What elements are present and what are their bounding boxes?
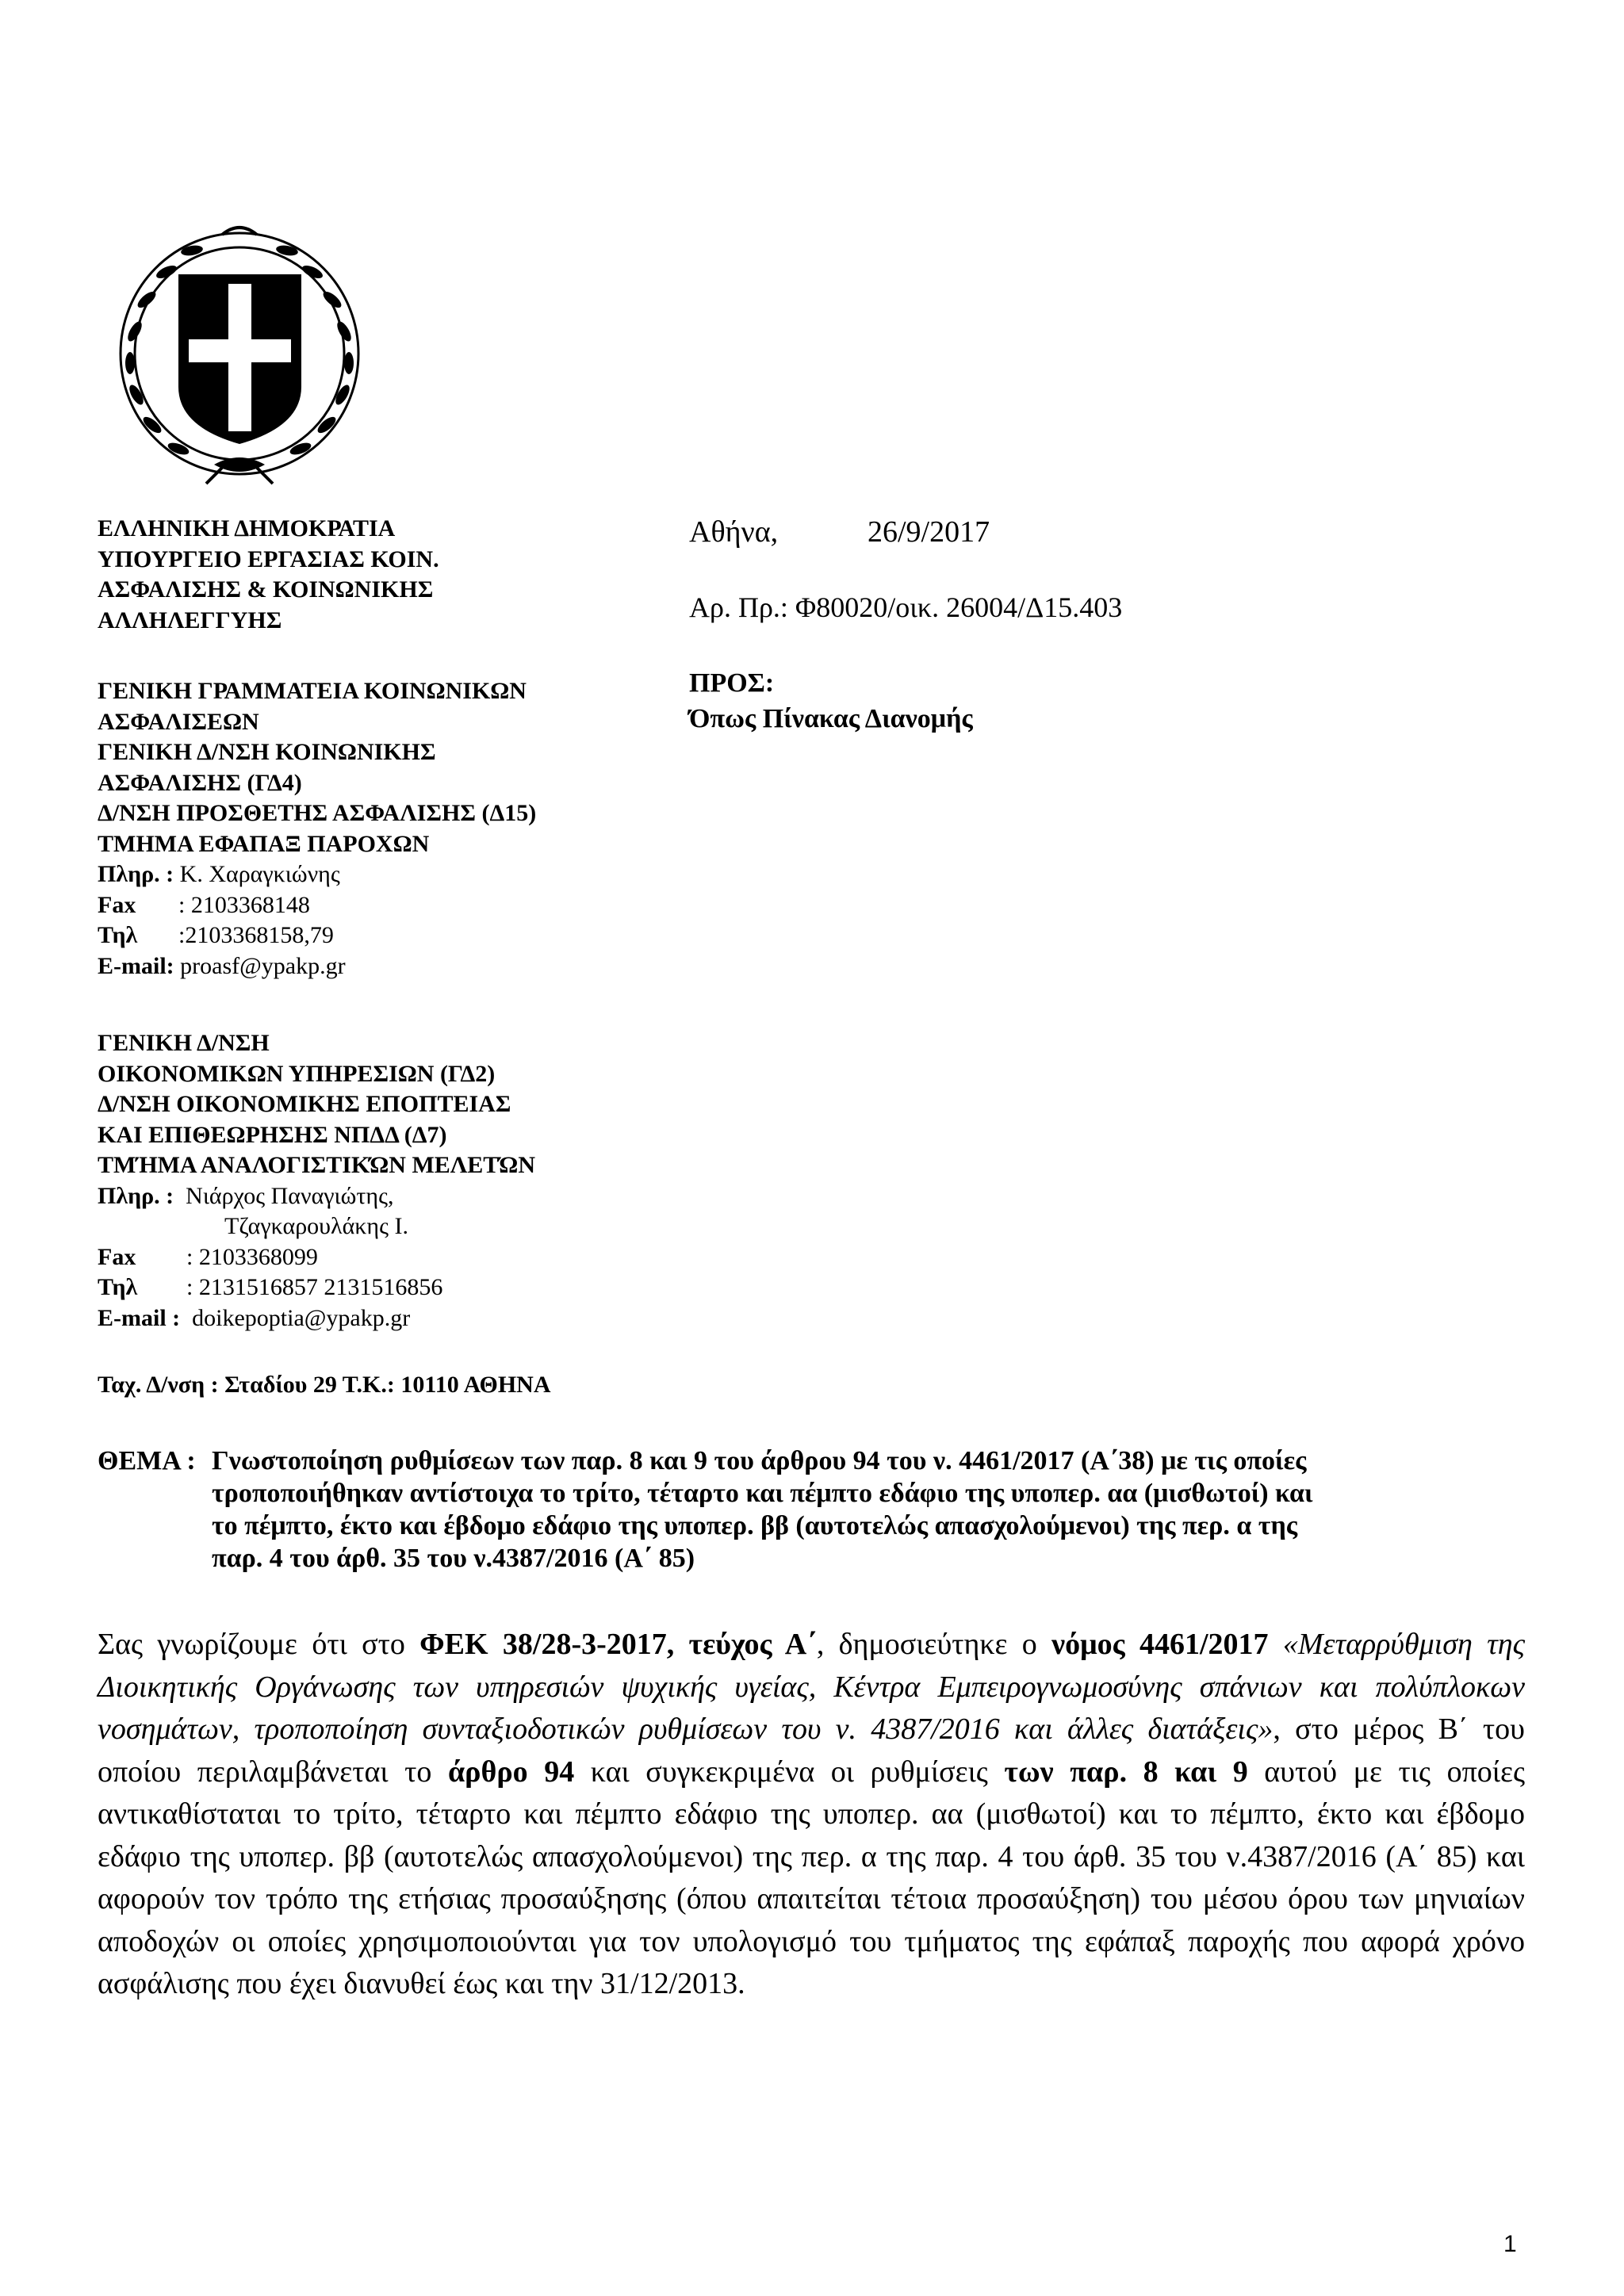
body-text-run: και συγκεκριμένα οι ρυθμίσεις xyxy=(574,1755,1005,1789)
tel-row xyxy=(98,920,536,951)
email-label: E-mail: xyxy=(98,952,174,979)
header-line: Δ/ΝΣΗ ΠΡΟΣΘΕΤΗΣ ΑΣΦΑΛΙΣΗΣ (Δ15) xyxy=(98,800,537,826)
protocol-number: Αρ. Πρ.: Φ80020/οικ. 26004/Δ15.403 xyxy=(689,591,1123,623)
contact-label: Πληρ. : xyxy=(98,1182,174,1209)
fax-value: : 2103368099 xyxy=(186,1243,318,1270)
body-bold-run: των παρ. 8 και 9 xyxy=(1004,1755,1248,1789)
header-line: ΤΜΉΜΑ ΑΝΑΛΟΓΙΣΤΙΚΏΝ ΜΕΛΕΤΏΝ xyxy=(98,1152,535,1178)
header-line: ΓΕΝΙΚΗ Δ/ΝΣΗ ΚΟΙΝΩΝΙΚΗΣ xyxy=(98,739,436,765)
page-number: 1 xyxy=(1503,2231,1517,2257)
header-line: ΑΣΦΑΛΙΣΗΣ (ΓΔ4) xyxy=(98,769,302,796)
city: Αθήνα, xyxy=(689,515,779,549)
email-row xyxy=(98,1303,535,1334)
header-line: ΓΕΝΙΚΗ ΓΡΑΜΜΑΤΕΙΑ ΚΟΙΝΩΝΙΚΩΝ xyxy=(98,678,527,704)
contact-row xyxy=(98,859,536,890)
directorate-header-d15 xyxy=(98,676,536,982)
contact-value: Κ. Χαραγκιώνης xyxy=(179,861,340,887)
directorate-header-d7 xyxy=(98,1028,535,1334)
fax-row xyxy=(98,890,536,921)
subject-line: τροποποιήθηκαν αντίστοιχα το τρίτο, τέταρτο και πέμπτο εδάφιο της υποπερ. αα (μισθωτοί) και xyxy=(212,1479,1313,1508)
contact-label: Πληρ. : xyxy=(98,861,174,887)
ministry-header xyxy=(98,514,439,636)
document-date: 26/9/2017 xyxy=(868,515,990,549)
email-label: E-mail : xyxy=(98,1304,181,1331)
header-line: ΕΛΛΗΝΙΚΗ ΔΗΜΟΚΡΑΤΙΑ xyxy=(98,515,396,541)
email-value: doikepoptia@ypakp.gr xyxy=(192,1304,411,1331)
contact-row xyxy=(98,1181,535,1212)
header-line: ΑΣΦΑΛΙΣΕΩΝ xyxy=(98,708,259,735)
header-line: ΑΛΛΗΛΕΓΓΥΗΣ xyxy=(98,607,282,633)
body-bold-run: νόμος 4461/2017 xyxy=(1051,1628,1269,1661)
tel-value: :2103368158,79 xyxy=(178,922,334,948)
contact-value-continued: Τζαγκαρουλάκης Ι. xyxy=(224,1213,408,1239)
fax-label: Fax xyxy=(98,1243,136,1270)
header-line: ΟΙΚΟΝΟΜΙΚΩΝ ΥΠΗΡΕΣΙΩΝ (ΓΔ2) xyxy=(98,1060,496,1087)
subject-line: Γνωστοποίηση ρυθμίσεων των παρ. 8 και 9 του άρθρου 94 του ν. 4461/2017 (Α΄38) με τις οποίες xyxy=(212,1446,1307,1475)
header-line: ΚΑΙ ΕΠΙΘΕΩΡΗΣΗΣ ΝΠΔΔ (Δ7) xyxy=(98,1121,447,1148)
subject-label: ΘΕΜΑ : xyxy=(98,1446,196,1475)
tel-row xyxy=(98,1272,535,1303)
contact-value: Νιάρχος Παναγιώτης, xyxy=(186,1182,394,1209)
subject-line: το πέμπτο, έκτο και έβδομο εδάφιο της υποπερ. ββ (αυτοτελώς απασχολούμενοι) της περ. α της xyxy=(212,1511,1298,1540)
postal-address: Ταχ. Δ/νση : Σταδίου 29 Τ.Κ.: 10110 ΑΘΗΝΑ xyxy=(98,1372,551,1398)
recipient-label: ΠΡΟΣ: xyxy=(689,668,775,698)
tel-value: : 2131516857 2131516856 xyxy=(186,1274,443,1300)
body-paragraph xyxy=(98,1624,1525,2006)
body-text-run: Σας γνωρίζουμε ότι στο xyxy=(98,1628,420,1661)
body-text-run: αυτού με τις οποίες αντικαθίσταται το τρίτο, τέταρτο και πέμπτο εδάφιο της υποπερ. αα (μισθωτοί) και το πέμπτο, έκτο και έβδομο εδάφιο της υποπερ. ββ (αυτοτελώς απασχολούμενοι) της περ. α της παρ. 4 του άρθ. 35 του ν.4387/2016 (Α΄ 85) και αφορούν τον τρόπο της ετήσιας προσαύξησης (όπου απαιτείται τέτοια προσαύξηση) του μέσου όρου των μηνιαίων αποδοχών οι οποίες χρησιμοποιούνται για τον υπολογισμό του τμήματος της εφάπαξ παροχής που αφορά χρόνο ασφάλισης που έχει διανυθεί έως και την 31/12/2013. xyxy=(98,1755,1525,2000)
greek-coat-of-arms-emblem xyxy=(103,212,377,486)
header-line: Δ/ΝΣΗ ΟΙΚΟΝΟΜΙΚΗΣ ΕΠΟΠΤΕΙΑΣ xyxy=(98,1091,511,1117)
header-line: ΑΣΦΑΛΙΣΗΣ & ΚΟΙΝΩΝΙΚΗΣ xyxy=(98,576,434,603)
header-line: ΥΠΟΥΡΓΕΙΟ ΕΡΓΑΣΙΑΣ ΚΟΙΝ. xyxy=(98,545,439,572)
recipient-value: Όπως Πίνακας Διανομής xyxy=(689,704,973,733)
body-italic-run: «Μεταρρύθμιση της Διοικητικής Οργάνωσης των υπηρεσιών ψυχικής υγείας, Κέντρα Εμπειρογνωμοσύνης σπάνιων και πολύπλοκων νοσημάτων, τροποποίηση συνταξιοδοτικών ρυθμίσεων του ν. 4387/2016 και άλλες διατάξεις» xyxy=(98,1628,1526,1746)
header-line: ΓΕΝΙΚΗ Δ/ΝΣΗ xyxy=(98,1030,270,1056)
email-row xyxy=(98,951,536,982)
email-value: proasf@ypakp.gr xyxy=(180,952,346,979)
body-text-run: , στο μέρος Β΄ του οποίου περιλαμβάνεται το xyxy=(98,1712,1525,1789)
body-text xyxy=(98,1624,1525,2006)
tel-label: Τηλ xyxy=(98,1274,138,1300)
fax-label: Fax xyxy=(98,891,136,918)
header-line: ΤΜΗΜΑ ΕΦΑΠΑΞ ΠΑΡΟΧΩΝ xyxy=(98,830,430,857)
body-bold-run: άρθρο 94 xyxy=(447,1755,575,1789)
body-bold-run: ΦΕΚ 38/28-3-2017, τεύχος Α΄ xyxy=(419,1628,817,1661)
fax-row xyxy=(98,1242,535,1273)
fax-value: : 2103368148 xyxy=(178,891,310,918)
subject-line: παρ. 4 του άρθ. 35 του ν.4387/2016 (Α΄ 85) xyxy=(212,1544,695,1573)
body-text-run: , δημοσιεύτηκε ο xyxy=(816,1628,1052,1661)
tel-label: Τηλ xyxy=(98,922,138,948)
